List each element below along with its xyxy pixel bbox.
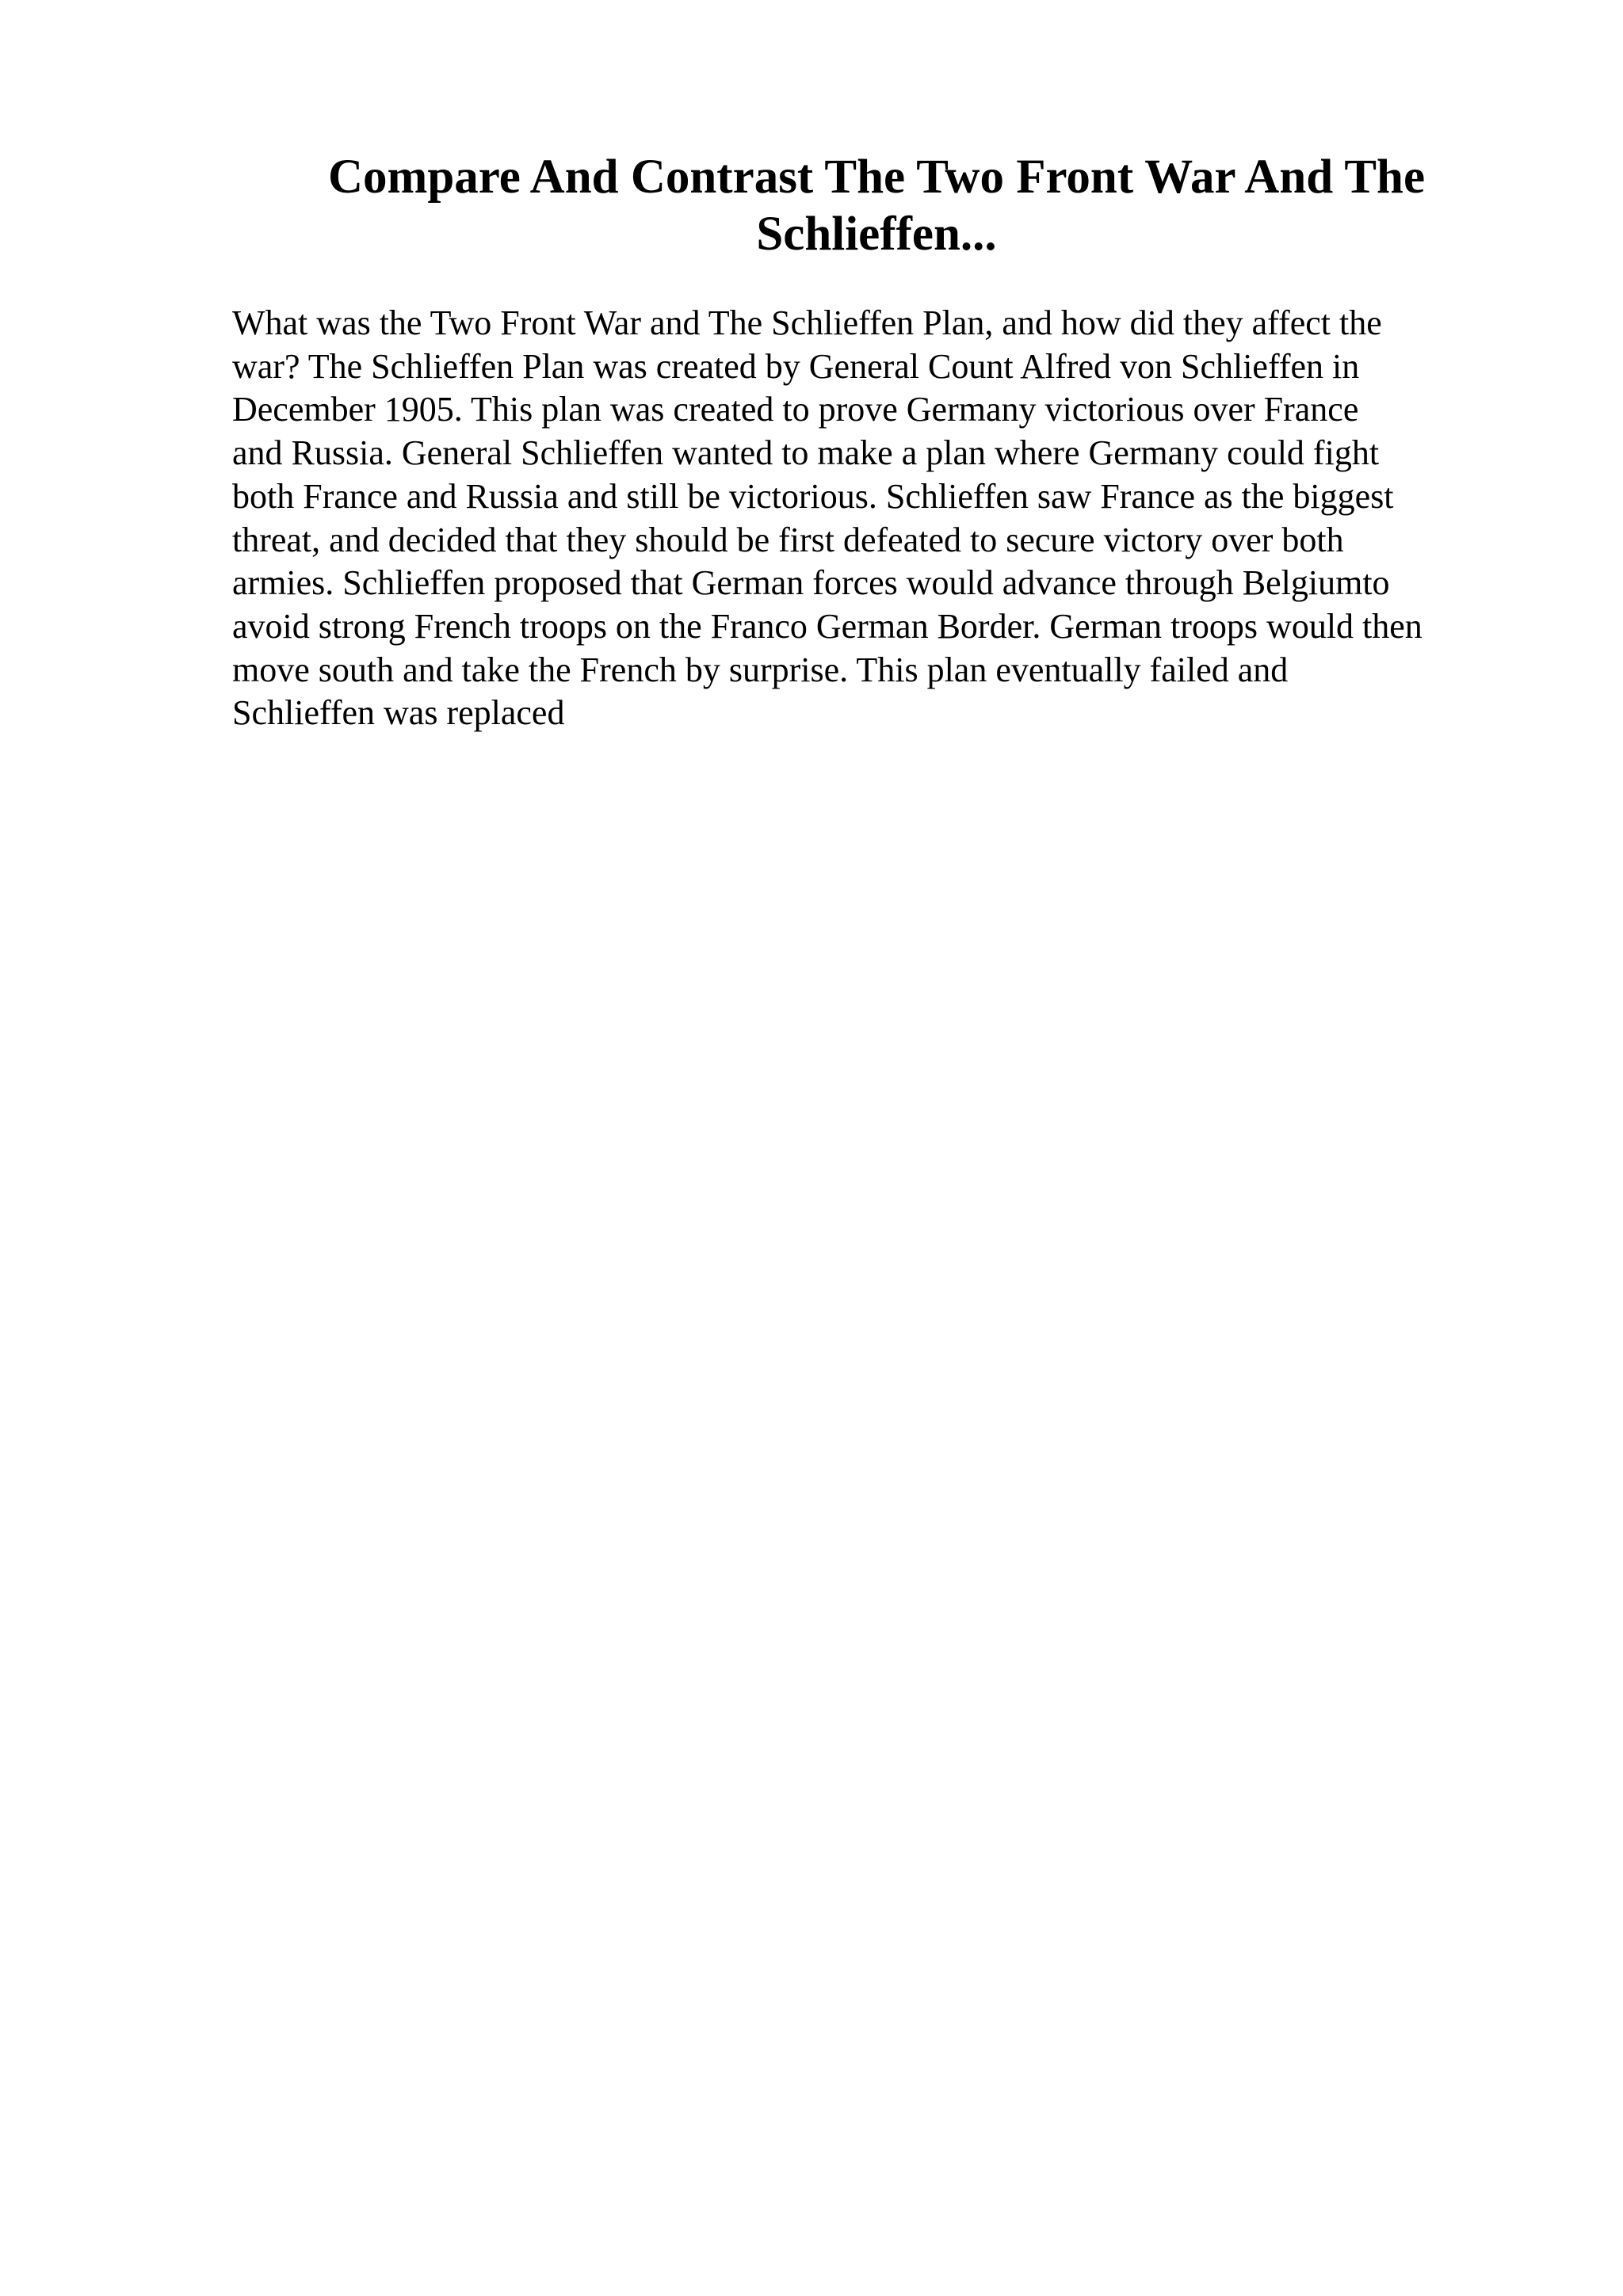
body-line: armies. Schlieffen proposed that German forces would advance through Belgiumto xyxy=(232,563,1390,603)
body-line: What was the Two Front War and The Schlieffen Plan, and how did they affect the xyxy=(232,303,1382,342)
body-line: both France and Russia and still be victorious. Schlieffen saw France as the biggest xyxy=(232,476,1394,516)
body-line: avoid strong French troops on the Franco German Border. German troops would then xyxy=(232,606,1423,646)
body-line: Schlieffen was replaced xyxy=(232,693,565,733)
body-paragraph xyxy=(232,302,1423,735)
document-title xyxy=(231,149,1522,263)
title-line: Schlieffen... xyxy=(756,208,997,261)
body-line: and Russia. General Schlieffen wanted to make a plan where Germany could fight xyxy=(232,433,1380,473)
body-line: war? The Schlieffen Plan was created by General Count Alfred von Schlieffen in xyxy=(232,346,1360,386)
title-line: Compare And Contrast The Two Front War And The xyxy=(327,151,1426,204)
body-line: December 1905. This plan was created to prove Germany victorious over France xyxy=(232,390,1359,429)
body-line: threat, and decided that they should be first defeated to secure victory over both xyxy=(232,520,1344,559)
body-line: move south and take the French by surprise. This plan eventually failed and xyxy=(232,650,1289,689)
